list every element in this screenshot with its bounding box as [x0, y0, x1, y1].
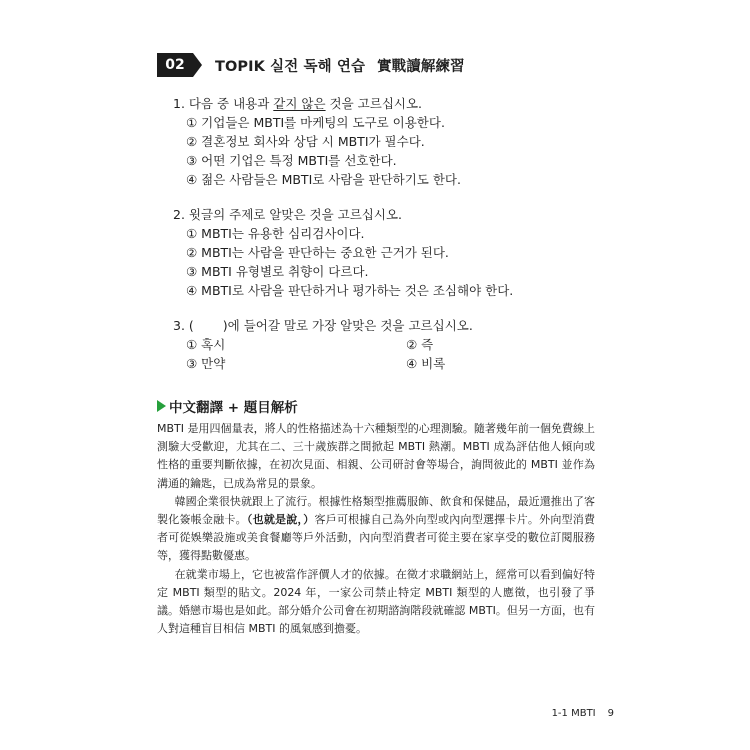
page-number: 9 [607, 708, 614, 719]
question-3 [173, 316, 613, 373]
answer-highlight: （也就是說，） [246, 513, 315, 527]
translation-paragraph: 韓國企業很快就跟上了流行。根據性格類型推薦服飾、飲食和保健品，最近還推出了客製化簽帳金融卡。（也就是說，）客戶可根據自己為外向型或內向型選擇卡片。外向型消費者可從娛樂設施或美食餐廳等戶外活動，內向型消費者可從主要在家享受的數位訂閱服務等，獲得點數優惠。 [157, 494, 596, 563]
footer-section-label: 1-1 MBTI [551, 708, 596, 719]
section-title [215, 55, 465, 76]
section-number-badge: 02 [157, 53, 193, 77]
question-1 [173, 94, 461, 189]
option: ③ MBTI 유형별로 취향이 다르다. [186, 264, 369, 279]
option: ① 혹시 [186, 337, 226, 352]
option: ① 기업들은 MBTI를 마케팅의 도구로 이용한다. [186, 115, 445, 130]
section-title-korean: TOPIK 실전 독해 연습 [215, 58, 366, 75]
option: ② 즉 [406, 337, 434, 352]
question-3-stem: 3. ( )에 들어갈 말로 가장 알맞은 것을 고르십시오. [173, 318, 473, 333]
option: ③ 만약 [186, 356, 226, 371]
page-footer [552, 708, 614, 719]
section-title-chinese: 實戰讀解練習 [377, 58, 465, 75]
translation-heading-text: 中文翻譯 + 題目解析 [169, 400, 298, 416]
question-2 [173, 205, 513, 300]
option: ② 결혼정보 회사와 상담 시 MBTI가 필수다. [186, 134, 425, 149]
translation-heading [157, 396, 298, 416]
question-1-stem: 1. 다음 중 내용과 같지 않은 것을 고르십시오. [173, 96, 423, 111]
triangle-marker-icon [157, 400, 166, 412]
option: ④ 젊은 사람들은 MBTI로 사람을 판단하기도 한다. [186, 172, 461, 187]
option: ④ 비록 [406, 356, 446, 371]
option: ② MBTI는 사람을 판단하는 중요한 근거가 된다. [186, 245, 449, 260]
underlined-phrase: 같지 않은 [273, 96, 326, 111]
section-header [157, 53, 465, 77]
option: ④ MBTI로 사람을 판단하거나 평가하는 것은 조심해야 한다. [186, 283, 514, 298]
option: ① MBTI는 유용한 심리검사이다. [186, 226, 365, 241]
translation-paragraph: 在就業市場上，它也被當作評價人才的依據。在徵才求職網站上，經常可以看到偏好特定 MBTI 類型的貼文。2024 年，一家公司禁止特定 MBTI 類型的人應徵，也引發了爭議。婚戀市場也是如此。部分婚介公司會在初期諮詢階段就確認 MBTI。但另一方面，也有人對這種盲目相信 MBTI 的風氣感到擔憂。 [157, 567, 595, 636]
translation-body [157, 420, 595, 638]
question-2-stem: 2. 윗글의 주제로 알맞은 것을 고르십시오. [173, 207, 402, 222]
translation-paragraph: MBTI 是用四個量表，將人的性格描述為十六種類型的心理測驗。隨著幾年前一個免費線上測驗大受歡迎，尤其在二、三十歲族群之間掀起 MBTI 熱潮。MBTI 成為評估他人傾向或性格的重要判斷依據，在初次見面、相親、公司研討會等場合，詢問彼此的 MBTI 並作為溝通的鑰匙，已成為常見的景象。 [157, 422, 595, 490]
option: ③ 어떤 기업은 특정 MBTI를 선호한다. [186, 153, 397, 168]
